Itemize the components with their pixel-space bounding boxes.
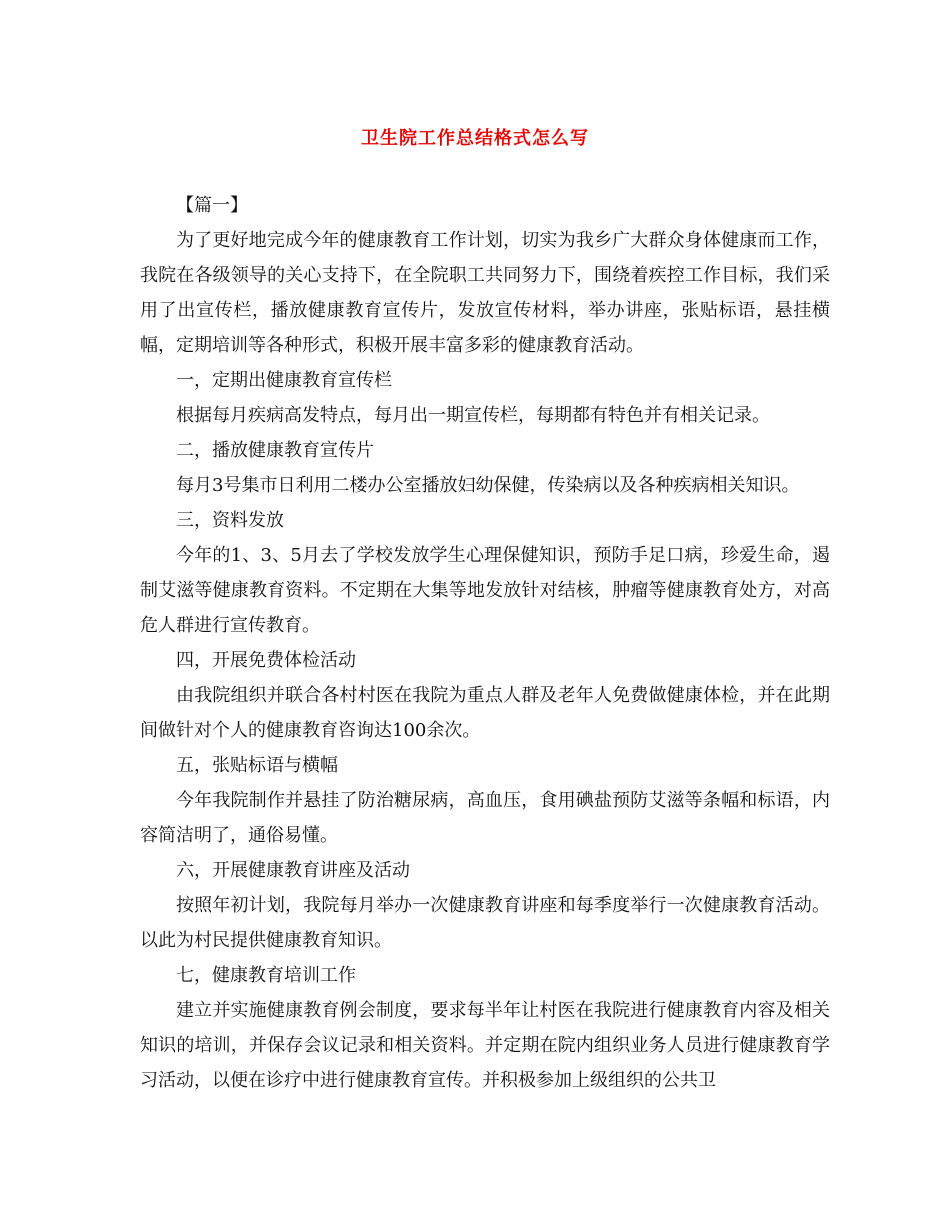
section-heading-3: 三，资料发放 bbox=[176, 510, 284, 531]
section-body-3: 今年的1、3、5月去了学校发放学生心理保健知识，预防手足口病，珍爱生命，遏制艾滋等健康教育资料。不定期在大集等地发放针对结核，肿瘤等健康教育处方，对高危人群进行宣传教育。 bbox=[140, 545, 830, 636]
section-body-6: 按照年初计划，我院每月举办一次健康教育讲座和每季度举行一次健康教育活动。以此为村民提供健康教育知识。 bbox=[140, 895, 830, 951]
section-body-1: 根据每月疾病高发特点，每月出一期宣传栏，每期都有特色并有相关记录。 bbox=[176, 405, 770, 426]
document-body bbox=[140, 188, 830, 1098]
intro-paragraph: 为了更好地完成今年的健康教育工作计划，切实为我乡广大群众身体健康而工作，我院在各级领导的关心支持下，在全院职工共同努力下，围绕着疾控工作目标，我们采用了出宣传栏，播放健康教育宣传片，发放宣传材料，举办讲座，张贴标语，悬挂横幅，定期培训等各种形式，积极开展丰富多彩的健康教育活动。 bbox=[140, 230, 830, 356]
chapter-label: 【篇一】 bbox=[176, 195, 248, 216]
section-body-7: 建立并实施健康教育例会制度，要求每半年让村医在我院进行健康教育内容及相关知识的培训，并保存会议记录和相关资料。并定期在院内组织业务人员进行健康教育学习活动，以便在诊疗中进行健康教育宣传。并积极参加上级组织的公共卫 bbox=[140, 1000, 830, 1091]
section-heading-5: 五，张贴标语与横幅 bbox=[176, 755, 338, 776]
section-body-4: 由我院组织并联合各村村医在我院为重点人群及老年人免费做健康体检，并在此期间做针对个人的健康教育咨询达100余次。 bbox=[140, 685, 830, 741]
section-heading-2: 二，播放健康教育宣传片 bbox=[176, 440, 374, 461]
document-title: 卫生院工作总结格式怎么写 bbox=[361, 128, 589, 149]
section-heading-6: 六，开展健康教育讲座及活动 bbox=[176, 860, 410, 881]
section-body-5: 今年我院制作并悬挂了防治糖尿病，高血压，食用碘盐预防艾滋等条幅和标语，内容简洁明了，通俗易懂。 bbox=[140, 790, 830, 846]
section-heading-7: 七，健康教育培训工作 bbox=[176, 965, 356, 986]
section-body-2: 每月3号集市日利用二楼办公室播放妇幼保健，传染病以及各种疾病相关知识。 bbox=[176, 475, 800, 496]
section-heading-4: 四，开展免费体检活动 bbox=[176, 650, 356, 671]
section-heading-1: 一，定期出健康教育宣传栏 bbox=[176, 370, 392, 391]
